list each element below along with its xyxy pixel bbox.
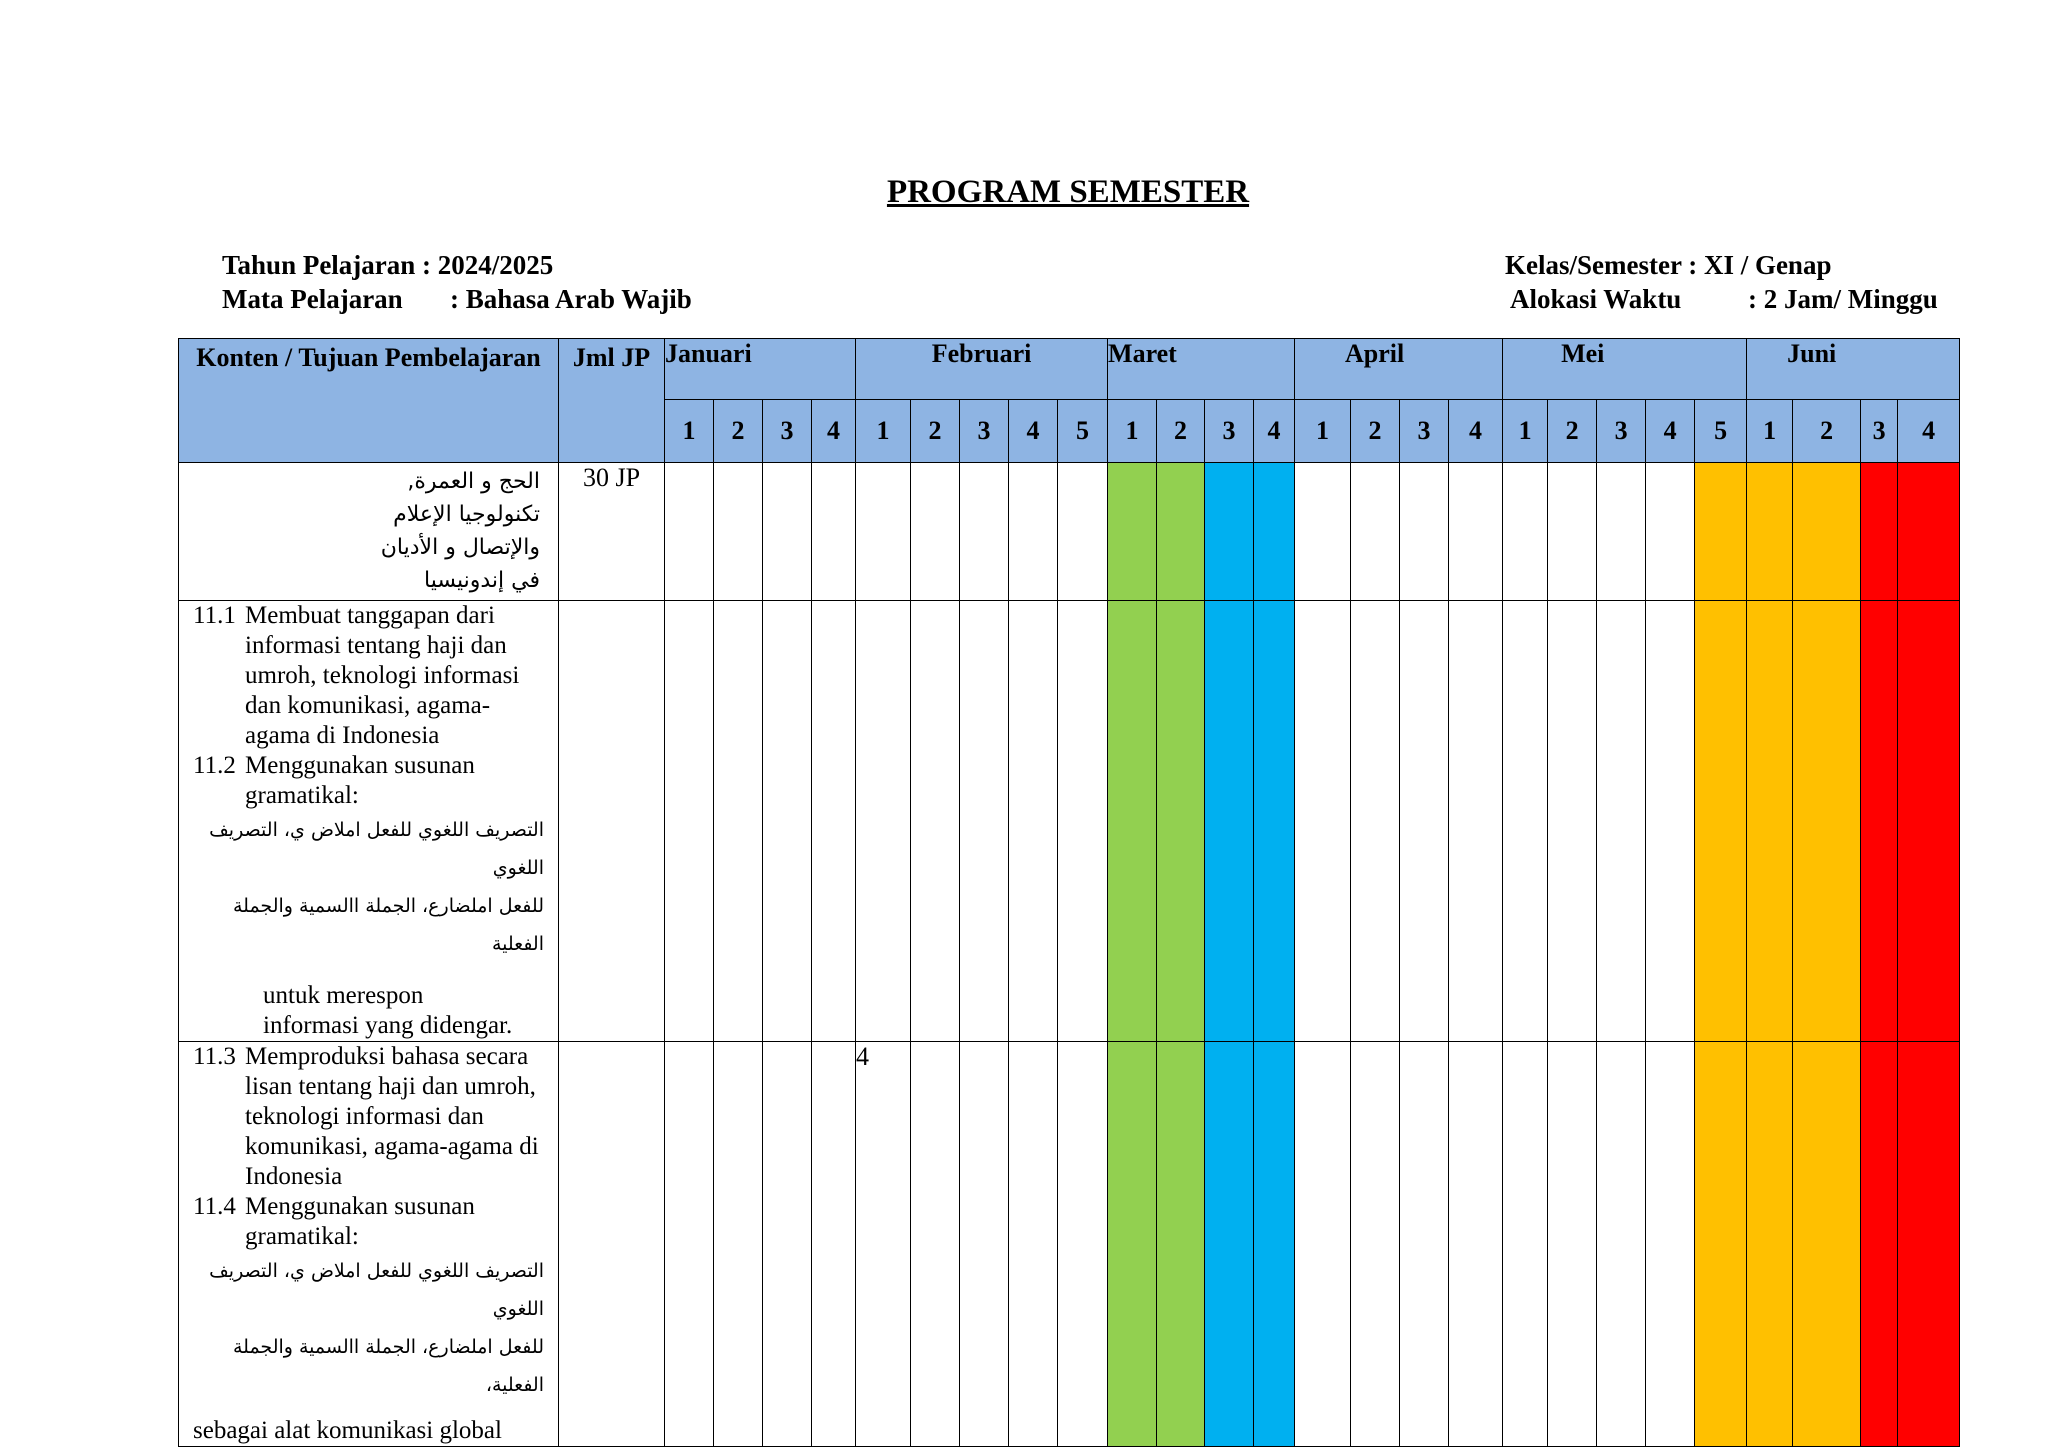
- schedule-cell: [1898, 601, 1960, 1042]
- arabic-text: في إندونيسيا: [424, 568, 540, 593]
- schedule-cell: [1861, 601, 1898, 1042]
- month-januari: Januari: [665, 339, 856, 400]
- schedule-cell: [1548, 601, 1597, 1042]
- schedule-cell: [960, 601, 1009, 1042]
- schedule-cell: [714, 1042, 763, 1447]
- schedule-cell: [812, 1042, 856, 1447]
- schedule-cell: [960, 463, 1009, 601]
- schedule-cell: [1058, 463, 1108, 601]
- content-cell: [179, 1042, 559, 1447]
- schedule-cell: [1157, 601, 1205, 1042]
- week-header: 3: [1597, 400, 1646, 463]
- schedule-cell: [1597, 463, 1646, 601]
- table-row: [179, 463, 1960, 601]
- content-cell: [179, 601, 559, 1042]
- schedule-cell: [1548, 463, 1597, 601]
- objective-text: Membuat tanggapan dari informasi tentang haji dan umroh, teknologi informasi dan komunikasi, agama-agama di Indonesia: [245, 602, 520, 749]
- arabic-text: والإتصال و الأديان: [380, 535, 540, 560]
- schedule-cell: [1793, 601, 1861, 1042]
- header-konten: Konten / Tujuan Pembelajaran: [179, 339, 559, 463]
- week-mark: 4: [856, 1042, 911, 1447]
- schedule-cell: [1695, 601, 1747, 1042]
- schedule-cell: [1898, 1042, 1960, 1447]
- schedule-cell: [1646, 601, 1695, 1042]
- month-maret: Maret: [1108, 339, 1295, 400]
- alokasi-waktu-value: : 2 Jam/ Minggu: [1748, 284, 1938, 314]
- schedule-cell: [1695, 1042, 1747, 1447]
- schedule-cell: [1449, 463, 1503, 601]
- mata-pelajaran-value: : Bahasa Arab Wajib: [450, 284, 692, 314]
- month-februari: Februari: [856, 339, 1108, 400]
- objective-text: informasi yang didengar.: [263, 1012, 513, 1039]
- schedule-cell: [1861, 463, 1898, 601]
- week-header: 4: [812, 400, 856, 463]
- tahun-pelajaran: Tahun Pelajaran : 2024/2025: [222, 250, 554, 280]
- schedule-cell: [856, 463, 911, 601]
- schedule-cell: [1747, 601, 1793, 1042]
- schedule-cell: [763, 601, 812, 1042]
- objective-number: 11.3: [193, 1043, 236, 1070]
- week-header: 2: [1548, 400, 1597, 463]
- schedule-cell: [911, 1042, 960, 1447]
- objective-text: Menggunakan susunan gramatikal:: [245, 1193, 475, 1250]
- schedule-cell: [1503, 1042, 1548, 1447]
- schedule-cell: [812, 463, 856, 601]
- schedule-cell: [1295, 1042, 1351, 1447]
- schedule-cell: [1295, 601, 1351, 1042]
- objective-text: Menggunakan susunan gramatikal:: [245, 752, 475, 809]
- schedule-cell: [1108, 463, 1157, 601]
- week-header: 2: [911, 400, 960, 463]
- schedule-cell: [1503, 463, 1548, 601]
- arabic-text: التصريف اللغوي للفعل املاض ي، التصريف: [209, 819, 544, 841]
- week-header: 2: [1351, 400, 1400, 463]
- schedule-cell: [1295, 463, 1351, 601]
- week-header: 1: [856, 400, 911, 463]
- alokasi-waktu-label: Alokasi Waktu: [1510, 284, 1682, 314]
- schedule-cell: [911, 463, 960, 601]
- objective-text: untuk merespon: [263, 982, 424, 1009]
- objective-text: sebagai alat komunikasi global: [193, 1417, 502, 1444]
- schedule-cell: [1009, 601, 1058, 1042]
- week-header: 4: [1898, 400, 1960, 463]
- program-semester-table: [178, 338, 1960, 1447]
- week-header: 1: [1295, 400, 1351, 463]
- schedule-cell: [1400, 463, 1449, 601]
- content-cell: [179, 463, 559, 601]
- schedule-cell: [1747, 463, 1793, 601]
- week-header: 3: [1400, 400, 1449, 463]
- schedule-cell: [1646, 463, 1695, 601]
- schedule-cell: [763, 463, 812, 601]
- week-header: 3: [960, 400, 1009, 463]
- table-row: [179, 601, 1960, 1042]
- week-header: 5: [1058, 400, 1108, 463]
- schedule-cell: [1861, 1042, 1898, 1447]
- schedule-cell: [1108, 601, 1157, 1042]
- schedule-cell: [1205, 601, 1254, 1042]
- header-jml-jp: Jml JP: [559, 339, 665, 463]
- schedule-cell: [1351, 463, 1400, 601]
- week-header: 4: [1646, 400, 1695, 463]
- schedule-cell: [1793, 1042, 1861, 1447]
- arabic-text: للفعل املضارع، الجملة االسمية والجملة الفعلية،: [232, 1336, 544, 1396]
- schedule-cell: [812, 601, 856, 1042]
- objective-number: 11.1: [193, 602, 236, 629]
- arabic-text: تكنولوجيا الإعلام: [393, 502, 540, 527]
- objective-number: 11.4: [193, 1193, 236, 1220]
- week-header: 4: [1254, 400, 1295, 463]
- schedule-cell: [1157, 1042, 1205, 1447]
- arabic-text: اللغوي: [492, 857, 544, 879]
- schedule-cell: [1157, 463, 1205, 601]
- month-april: April: [1295, 339, 1503, 400]
- schedule-cell: [1058, 1042, 1108, 1447]
- schedule-cell: [1747, 1042, 1793, 1447]
- week-header: 3: [763, 400, 812, 463]
- month-juni: Juni: [1747, 339, 1960, 400]
- mata-pelajaran-label: Mata Pelajaran: [222, 284, 403, 314]
- schedule-cell: [1400, 601, 1449, 1042]
- schedule-cell: [1205, 1042, 1254, 1447]
- schedule-cell: [856, 601, 911, 1042]
- week-header: 1: [665, 400, 714, 463]
- schedule-cell: [1597, 1042, 1646, 1447]
- schedule-cell: [1108, 1042, 1157, 1447]
- table-row: [179, 1042, 1960, 1447]
- meta-right: [1505, 248, 1938, 316]
- schedule-cell: [559, 1042, 665, 1447]
- mata-pelajaran: [222, 282, 692, 316]
- week-header: 2: [714, 400, 763, 463]
- arabic-text: للفعل املضارع، الجملة االسمية والجملة الفعلية: [232, 895, 544, 955]
- schedule-cell: [714, 463, 763, 601]
- schedule-cell: [960, 1042, 1009, 1447]
- schedule-cell: [665, 601, 714, 1042]
- schedule-cell: [1351, 1042, 1400, 1447]
- schedule-cell: [1400, 1042, 1449, 1447]
- objective-number: 11.2: [193, 752, 236, 779]
- week-header: 1: [1747, 400, 1793, 463]
- arabic-text: التصريف اللغوي للفعل املاض ي، التصريف اللغوي: [209, 1260, 544, 1320]
- schedule-cell: [911, 601, 960, 1042]
- meta-left: [222, 248, 692, 316]
- schedule-cell: [1058, 601, 1108, 1042]
- schedule-cell: [1646, 1042, 1695, 1447]
- week-header: 1: [1503, 400, 1548, 463]
- week-header: 3: [1861, 400, 1898, 463]
- week-header: 5: [1695, 400, 1747, 463]
- objective-text: Memproduksi bahasa secara lisan tentang haji dan umroh, teknologi informasi dan komunikasi, agama-agama di Indonesia: [245, 1043, 539, 1190]
- schedule-cell: [1695, 463, 1747, 601]
- week-header: 2: [1793, 400, 1861, 463]
- schedule-cell: [1597, 601, 1646, 1042]
- week-header: 4: [1009, 400, 1058, 463]
- schedule-cell: [1254, 1042, 1295, 1447]
- kelas-semester: Kelas/Semester : XI / Genap: [1505, 250, 1832, 280]
- schedule-cell: [1009, 463, 1058, 601]
- week-header: 1: [1108, 400, 1157, 463]
- schedule-cell: [1548, 1042, 1597, 1447]
- month-mei: Mei: [1503, 339, 1747, 400]
- page-title: PROGRAM SEMESTER: [886, 174, 1250, 210]
- week-header: 3: [1205, 400, 1254, 463]
- schedule-cell: [1898, 463, 1960, 601]
- schedule-cell: [714, 601, 763, 1042]
- schedule-cell: [1205, 463, 1254, 601]
- schedule-cell: [1254, 601, 1295, 1042]
- alokasi-waktu: [1505, 282, 1938, 316]
- week-header: 4: [1449, 400, 1503, 463]
- schedule-cell: [1254, 463, 1295, 601]
- schedule-cell: [1449, 1042, 1503, 1447]
- week-header: 2: [1157, 400, 1205, 463]
- schedule-cell: [763, 1042, 812, 1447]
- schedule-cell: [1793, 463, 1861, 601]
- schedule-cell: [559, 601, 665, 1042]
- schedule-cell: [665, 463, 714, 601]
- schedule-cell: [665, 1042, 714, 1447]
- schedule-cell: [1009, 1042, 1058, 1447]
- schedule-cell: [1449, 601, 1503, 1042]
- schedule-cell: [1503, 601, 1548, 1042]
- schedule-cell: [1351, 601, 1400, 1042]
- arabic-text: الحج و العمرة,: [407, 469, 540, 494]
- jp-cell: 30 JP: [559, 463, 665, 601]
